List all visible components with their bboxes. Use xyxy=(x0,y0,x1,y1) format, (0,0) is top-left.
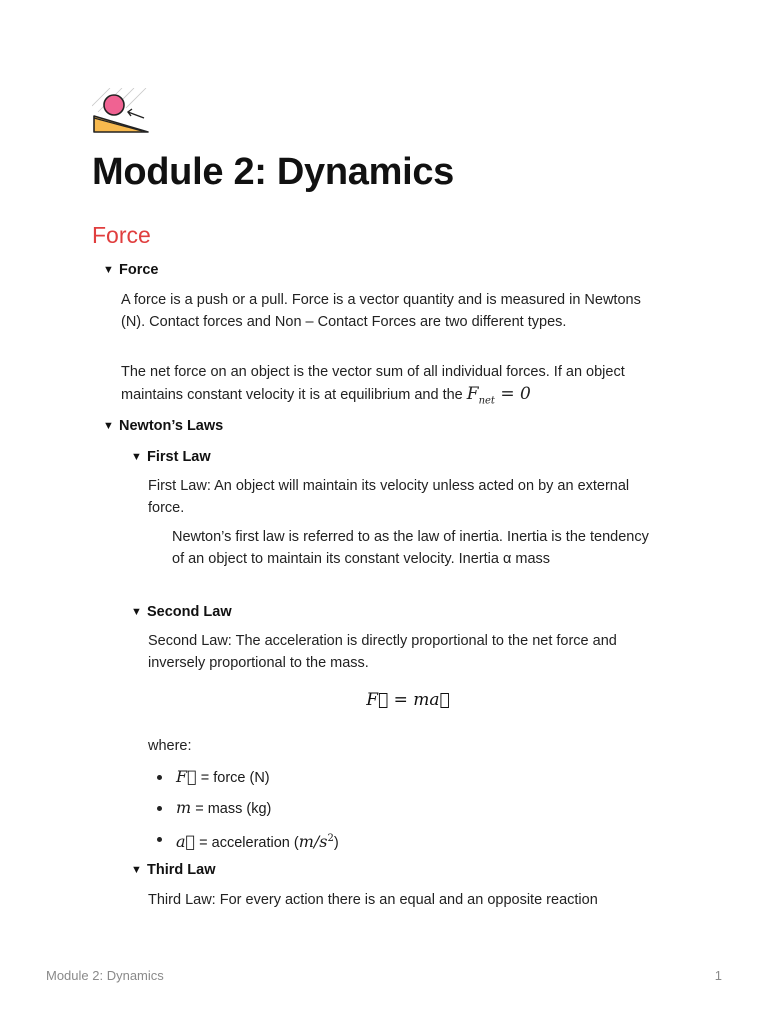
bullet-dot xyxy=(157,775,162,780)
force-paragraph-2 xyxy=(121,361,661,412)
toggle-label: Force xyxy=(119,262,159,278)
where-label: where: xyxy=(148,738,192,754)
math-subscript: net xyxy=(478,395,495,407)
bullet-text: = mass (kg) xyxy=(191,801,272,817)
symbol-acceleration: a⃗ xyxy=(176,831,196,851)
bullet-dot xyxy=(157,837,162,842)
list-item xyxy=(148,828,339,859)
toggle-force[interactable] xyxy=(103,262,159,278)
triangle-down-icon: ▼ xyxy=(131,606,142,618)
page-title: Module 2: Dynamics xyxy=(92,151,455,193)
net-force-formula xyxy=(466,384,531,407)
second-law-statement: Second Law: The acceleration is directly proportional to the net force and inversely proportional to the mass. xyxy=(148,633,617,671)
section-heading-force: Force xyxy=(92,222,151,248)
math-F: F xyxy=(466,384,479,404)
toggle-label: First Law xyxy=(147,449,211,465)
bullet-text: ) xyxy=(333,834,339,851)
math-rhs: = 0 xyxy=(500,384,531,404)
triangle-down-icon: ▼ xyxy=(131,451,142,463)
first-law-statement: First Law: An object will maintain its velocity unless acted on by an external force. xyxy=(148,478,630,516)
toggle-second-law[interactable] xyxy=(131,604,232,620)
page-number: 1 xyxy=(714,968,722,983)
triangle-down-icon: ▼ xyxy=(103,420,114,432)
toggle-third-law[interactable] xyxy=(131,862,215,878)
toggle-newtons-laws[interactable] xyxy=(103,418,223,434)
toggle-label: Second Law xyxy=(147,604,232,620)
triangle-down-icon: ▼ xyxy=(131,864,142,876)
second-law-equation: F⃗ = ma⃗ xyxy=(366,690,450,710)
bullet-dot xyxy=(157,806,162,811)
symbol-mass: m xyxy=(176,798,192,817)
ball-on-incline-icon xyxy=(92,88,150,134)
unit-text: m/s xyxy=(298,831,328,851)
bullet-text: = acceleration ( xyxy=(195,834,299,851)
force-paragraph-2-text: The net force on an object is the vector sum of all individual forces. If an object maintains constant velocity it is at equilibrium and the xyxy=(121,364,625,403)
toggle-first-law[interactable] xyxy=(131,449,211,465)
force-paragraph-1: A force is a push or a pull. Force is a vector quantity and is measured in Newtons (N). Contact forces and Non – Contact Forces are two different types. xyxy=(121,292,641,330)
bullet-text: = force (N) xyxy=(196,770,270,786)
footer-title: Module 2: Dynamics xyxy=(46,968,164,983)
toggle-label: Newton’s Laws xyxy=(119,418,224,434)
unit-exponent: 2 xyxy=(327,833,334,844)
toggle-label: Third Law xyxy=(147,862,216,878)
triangle-down-icon: ▼ xyxy=(103,264,114,276)
list-item xyxy=(148,766,339,797)
variable-list xyxy=(148,766,339,859)
symbol-force: F⃗ xyxy=(176,767,197,786)
list-item xyxy=(148,797,339,828)
first-law-note: Newton’s first law is referred to as the law of inertia. Inertia is the tendency of an object to maintain its constant velocity. Inertia α mass xyxy=(172,529,649,567)
third-law-statement: Third Law: For every action there is an equal and an opposite reaction xyxy=(148,892,598,908)
